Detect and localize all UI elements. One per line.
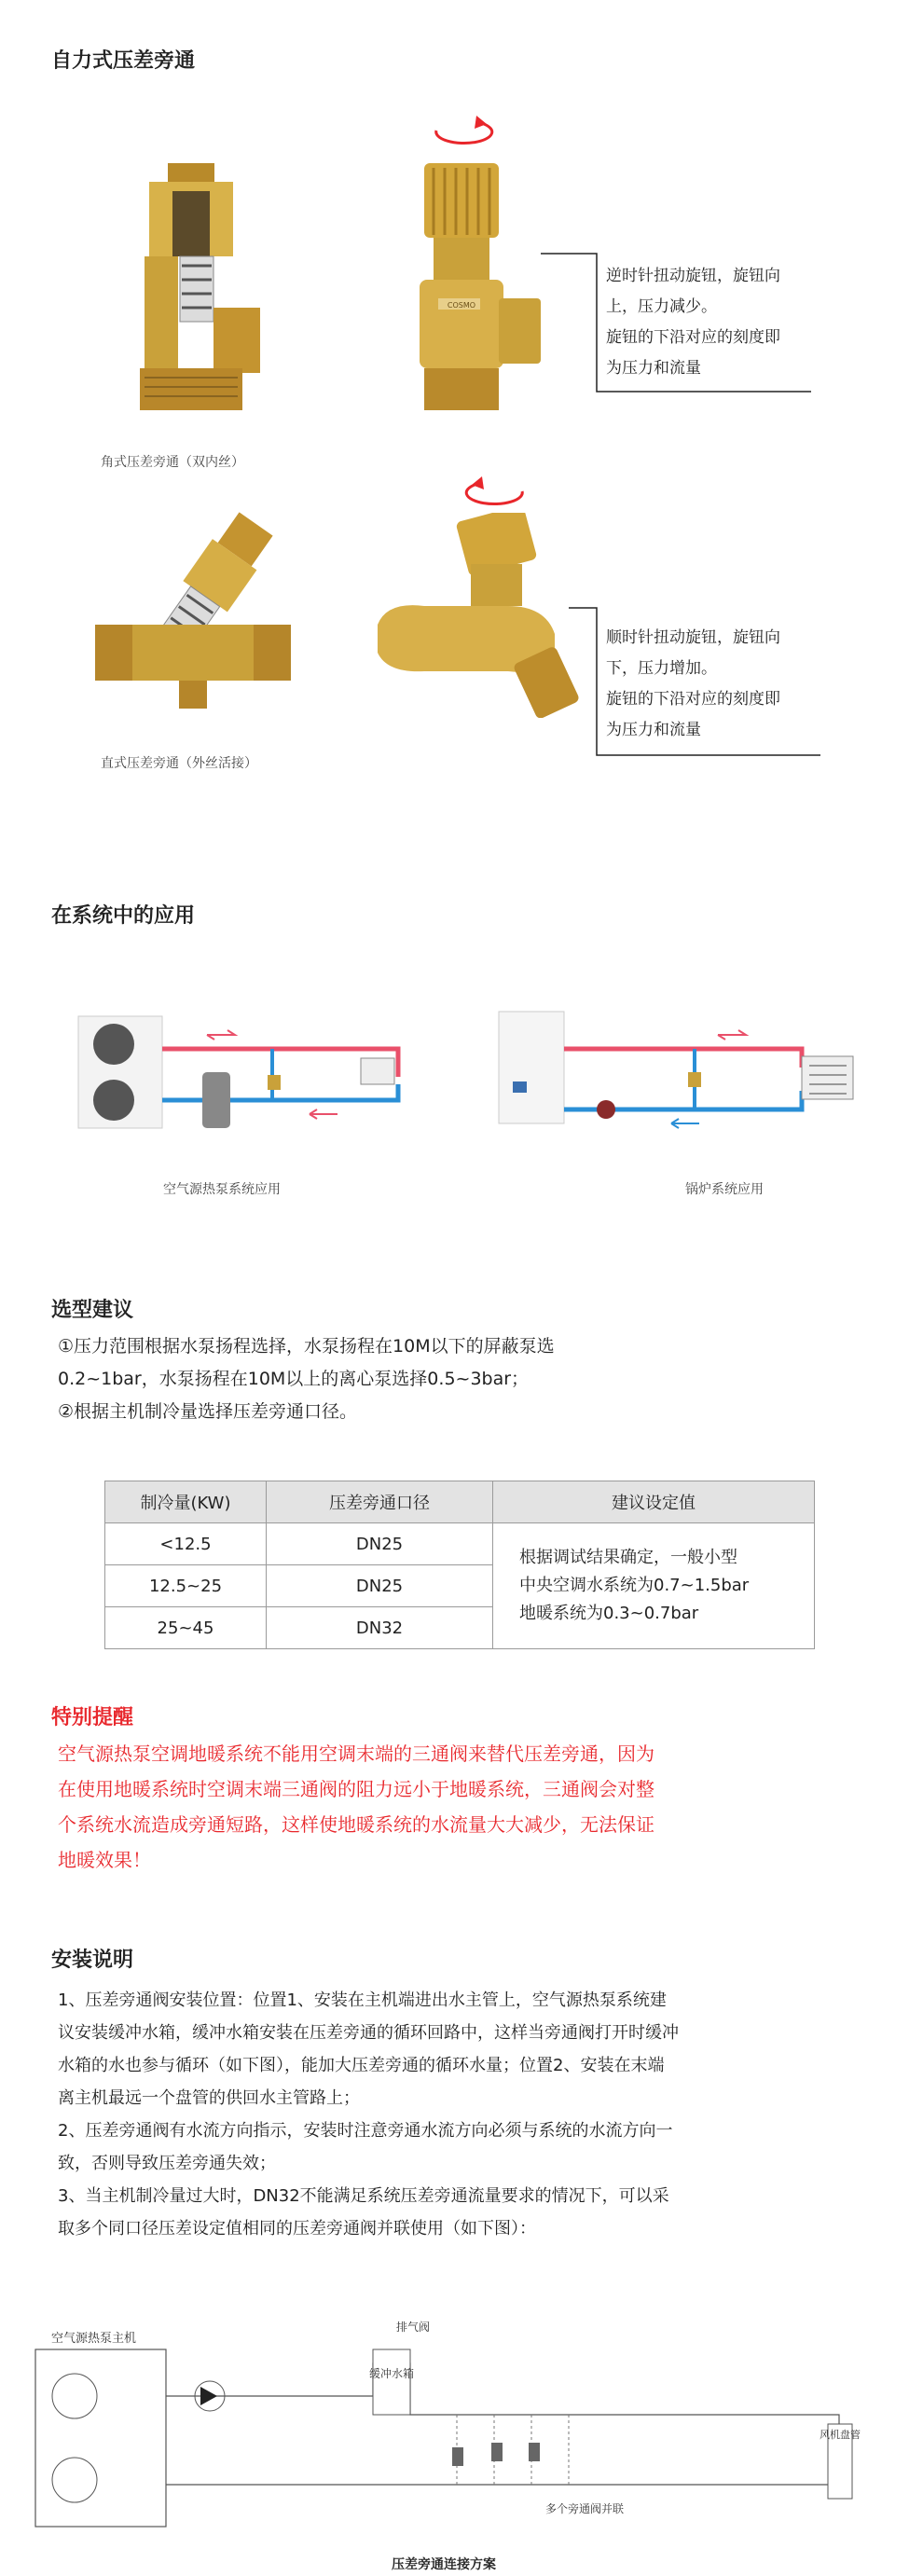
note1-line: 上，压力减少。 <box>606 297 717 316</box>
recommendation-line: 根据调试结果确定，一般小型 <box>519 1548 737 1567</box>
angle-valve-caption: 角式压差旁通（双内丝） <box>101 455 244 470</box>
recommendation-line: 中央空调水系统为0.7~1.5bar <box>519 1576 750 1595</box>
adjust-note-cw <box>606 623 780 746</box>
install-line: 离主机最远一个盘管的供回水主管路上； <box>58 2088 360 2108</box>
install-line: 2、压差旁通阀有水流方向指示，安装时注意旁通水流方向必须与系统的水流方向一 <box>58 2121 673 2141</box>
install-steps <box>58 1984 841 2245</box>
host-label: 空气源热泵主机 <box>51 2332 137 2346</box>
warning-title: 特别提醒 <box>51 1706 134 1729</box>
table-header: 建议设定值 <box>493 1481 815 1523</box>
note1-line: 为压力和流量 <box>606 359 701 378</box>
fan-icon <box>52 2374 97 2418</box>
coil-label: 风机盘管 <box>820 2429 861 2441</box>
selection-title: 选型建议 <box>51 1299 134 1322</box>
straight-valve-cutaway-image <box>86 503 300 718</box>
table-cell: DN25 <box>267 1565 493 1607</box>
return-pipe <box>166 2461 839 2485</box>
angle-valve-image <box>410 158 550 420</box>
note1-line: 旋钮的下沿对应的刻度即 <box>606 328 780 347</box>
note2-line: 顺时针扭动旋钮，旋钮向 <box>606 628 780 647</box>
bypass-valve-icon <box>529 2443 540 2461</box>
vent-label: 排气阀 <box>396 2321 431 2334</box>
table-cell: DN32 <box>267 1607 493 1649</box>
selection-line: ②根据主机制冷量选择压差旁通口径。 <box>58 1401 358 1422</box>
table-cell: 25~45 <box>105 1607 267 1649</box>
fan-icon <box>52 2458 97 2502</box>
table-header: 压差旁通口径 <box>267 1481 493 1523</box>
recommendation-line: 地暖系统为0.3~0.7bar <box>519 1604 699 1623</box>
selection-line: 0.2~1bar，水泵扬程在10M以上的离心泵选择0.5~3bar； <box>58 1369 530 1389</box>
table-cell: <12.5 <box>105 1523 267 1565</box>
valve-brand-label: COSMO <box>447 301 476 310</box>
angle-valve-cutaway-image <box>117 158 266 420</box>
install-line: 3、当主机制冷量过大时，DN32不能满足系统压差旁通流量要求的情况下，可以采 <box>58 2186 669 2206</box>
warning-line: 地暖效果！ <box>58 1849 151 1871</box>
note1-line: 逆时针扭动旋钮，旋钮向 <box>606 267 780 285</box>
warning-line: 空气源热泵空调地暖系统不能用空调末端的三通阀来替代压差旁通，因为 <box>58 1743 654 1765</box>
adjust-note-ccw <box>606 261 780 384</box>
install-line: 取多个同口径压差设定值相同的压差旁通阀并联使用（如下图）： <box>58 2219 536 2239</box>
application-title: 在系统中的应用 <box>51 904 196 928</box>
bypass-branch <box>457 2415 569 2485</box>
install-line: 1、压差旁通阀安装位置：位置1、安装在主机端进出水主管上，空气源热泵系统建 <box>58 1991 667 2010</box>
warning-line: 在使用地暖系统时空调末端三通阀的阻力远小于地暖系统，三通阀会对整 <box>58 1778 654 1800</box>
recommendation-cell <box>493 1523 815 1649</box>
straight-valve-caption: 直式压差旁通（外丝活接） <box>101 756 257 771</box>
note2-line: 旋钮的下沿对应的刻度即 <box>606 690 780 709</box>
heat-pump-system-diagram <box>76 1002 449 1151</box>
counterclockwise-arrow-icon <box>425 112 500 149</box>
tank-label: 缓冲水箱 <box>368 2367 415 2380</box>
pump-icon <box>200 2387 217 2405</box>
host-unit <box>35 2349 166 2527</box>
install-line: 致，否则导致压差旁通失效； <box>58 2154 276 2173</box>
connection-diagram <box>28 2312 914 2564</box>
install-line: 水箱的水也参与循环（如下图），能加大压差旁通的循环水量；位置2、安装在末端 <box>58 2056 665 2075</box>
bypass-valve-icon <box>491 2443 503 2461</box>
warning-text <box>58 1736 654 1878</box>
table-cell: 12.5~25 <box>105 1565 267 1607</box>
boiler-caption: 锅炉系统应用 <box>685 1182 764 1197</box>
clockwise-arrow-icon <box>459 473 533 510</box>
heat-pump-caption: 空气源热泵系统应用 <box>163 1182 281 1197</box>
parallel-label: 多个旁通阀并联 <box>545 2502 625 2515</box>
note2-line: 为压力和流量 <box>606 721 701 739</box>
table-row <box>105 1523 815 1565</box>
warning-line: 个系统水流造成旁通短路，这样使地暖系统的水流量大大减少，无法保证 <box>58 1813 654 1836</box>
selection-notes <box>58 1330 555 1428</box>
selection-line: ①压力范围根据水泵扬程选择，水泵扬程在10M以下的屏蔽泵选 <box>58 1336 555 1357</box>
install-title: 安装说明 <box>51 1949 134 1972</box>
install-line: 议安装缓冲水箱，缓冲水箱安装在压差旁通的循环回路中，这样当旁通阀打开时缓冲 <box>58 2023 679 2043</box>
boiler-system-diagram <box>494 1002 867 1151</box>
note2-line: 下，压力增加。 <box>606 659 717 678</box>
bypass-valve-icon <box>452 2447 463 2466</box>
straight-valve-image <box>368 513 583 718</box>
product-title: 自力式压差旁通 <box>51 49 196 73</box>
table-header-row <box>105 1481 815 1523</box>
diagram-caption: 压差旁通连接方案 <box>392 2557 496 2572</box>
table-cell: DN25 <box>267 1523 493 1565</box>
buffer-tank <box>373 2349 410 2415</box>
table-header: 制冷量(KW) <box>105 1481 267 1523</box>
selection-table <box>104 1481 815 1649</box>
